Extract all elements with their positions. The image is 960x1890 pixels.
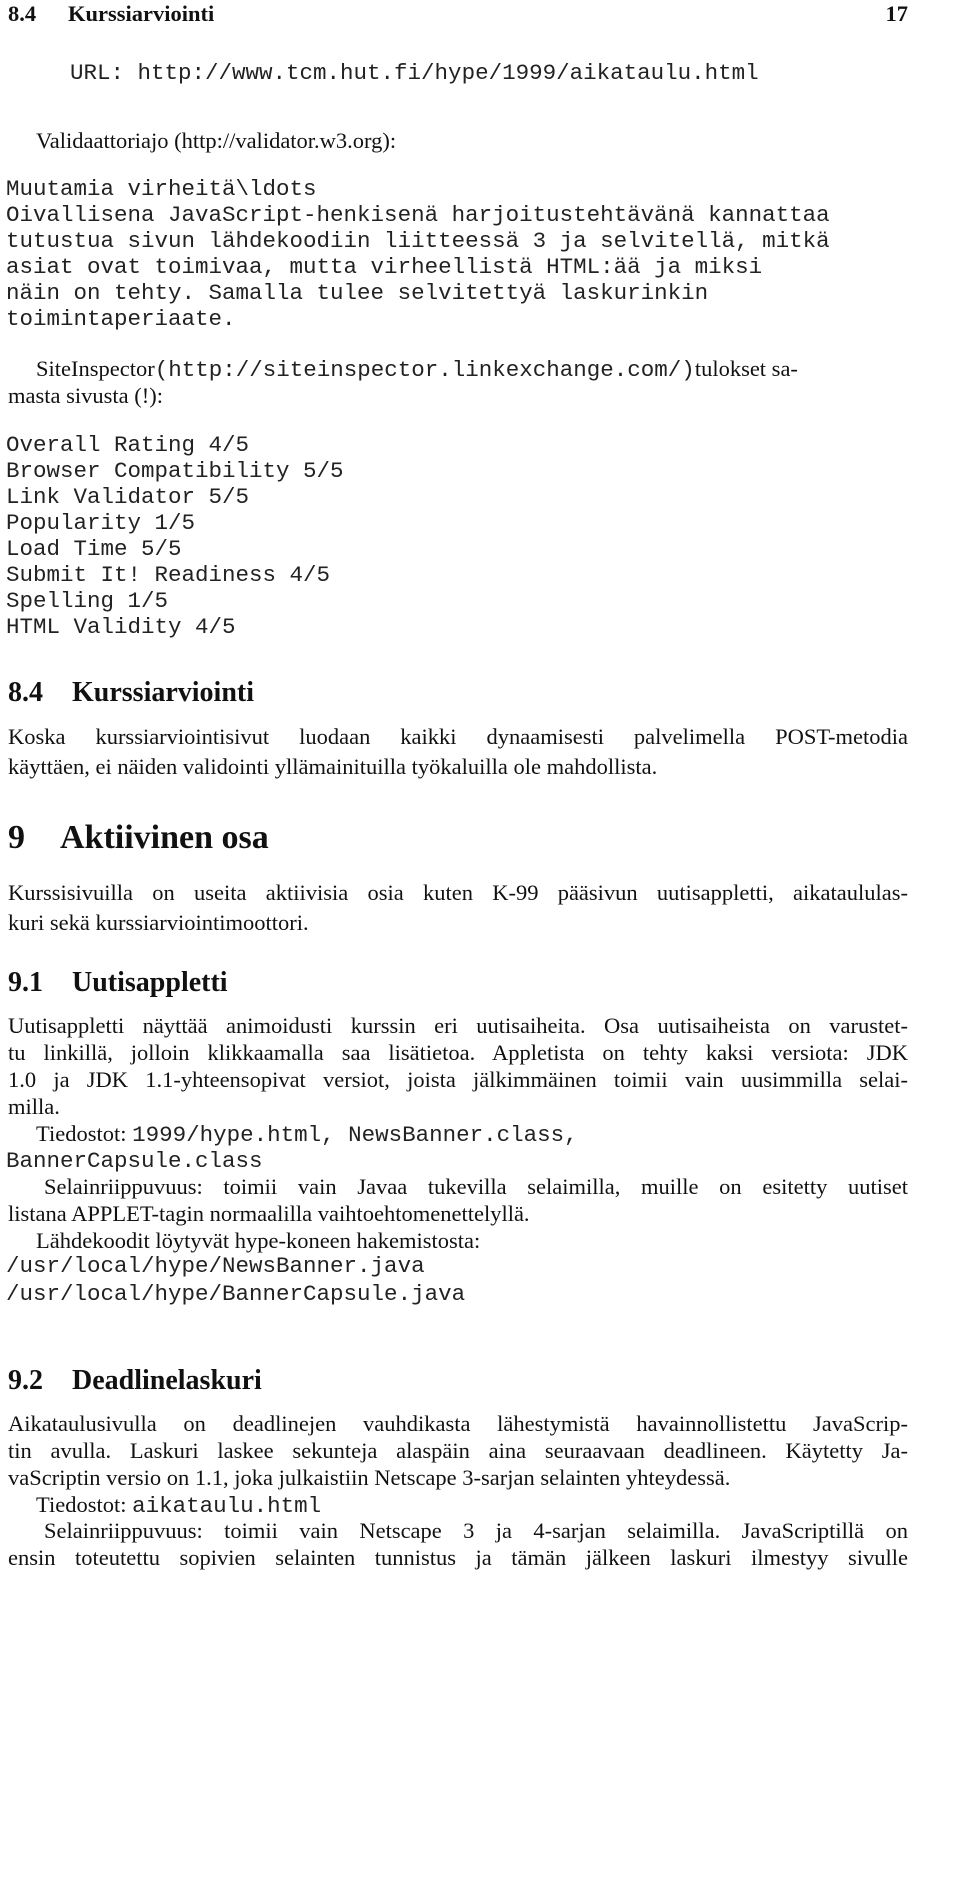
- validator-output-line: näin on tehty. Samalla tulee selvitettyä laskurinkin: [6, 280, 709, 306]
- rating-line: Submit It! Readiness 4/5: [6, 562, 331, 588]
- rating-line: Overall Rating 4/5: [6, 432, 250, 458]
- siteinspector-line: [36, 354, 908, 385]
- running-head: [8, 0, 908, 28]
- page-number: 17: [885, 1, 908, 26]
- files-label: Tiedostot:: [36, 1492, 127, 1517]
- section-title: Aktiivinen osa: [60, 819, 269, 856]
- section-number: 9: [8, 819, 25, 856]
- paragraph-line: Selainriippuvuus: toimii vain Javaa tukevilla selaimilla, muille on esitetty uutiset: [44, 1174, 908, 1199]
- source-path: /usr/local/hype/NewsBanner.java: [6, 1253, 425, 1279]
- paragraph-line: vaScriptin versio on 1.1, joka julkaistiin Netscape 3-sarjan selainten yhteydessä.: [8, 1465, 731, 1490]
- section-title: Uutisappletti: [72, 967, 228, 998]
- validator-output: [6, 176, 830, 332]
- paragraph-line: tin avulla. Laskuri laskee sekunteja alaspäin aina seuraavaan deadlineen. Käytetty Ja-: [8, 1438, 908, 1463]
- validator-label: Validaattoriajo (http://validator.w3.org):: [36, 128, 397, 153]
- section-9-2-body: [8, 1410, 908, 1491]
- validator-output-line: Muutamia virheitä\ldots: [6, 176, 317, 202]
- dependency-9-2: [8, 1517, 908, 1571]
- source-path: /usr/local/hype/BannerCapsule.java: [6, 1281, 466, 1307]
- paragraph-line: Aikataulusivulla on deadlinejen vauhdikasta lähestymistä havainnollistettu JavaScrip-: [8, 1411, 908, 1436]
- paragraph-line: ensin toteutettu sopivien selainten tunnistus ja tämän jälkeen laskuri ilmestyy sivulle: [8, 1545, 908, 1570]
- validator-output-line: Oivallisena JavaScript-henkisenä harjoitustehtävänä kannattaa: [6, 202, 830, 228]
- siteinspector-line-2: masta sivusta (!):: [8, 383, 163, 408]
- dependency-9-1: [8, 1173, 908, 1227]
- validator-output-line: tutustua sivun lähdekoodiin liitteessä 3 ja selvitellä, mitkä: [6, 228, 830, 254]
- rating-line: HTML Validity 4/5: [6, 614, 236, 640]
- files-value: 1999/hype.html, NewsBanner.class,: [132, 1122, 578, 1148]
- section-number: 9.2: [8, 1365, 43, 1396]
- section-number: 8.4: [8, 677, 43, 708]
- section-9-body: [8, 878, 908, 938]
- files-value: aikataulu.html: [132, 1493, 322, 1519]
- section-heading-9: [8, 818, 269, 858]
- section-8-4-body: [8, 722, 908, 782]
- ratings-list: [6, 432, 344, 640]
- paragraph-line: milla.: [8, 1094, 60, 1119]
- section-heading-9-1: [8, 966, 228, 1000]
- rating-line: Popularity 1/5: [6, 510, 196, 536]
- rating-line: Browser Compatibility 5/5: [6, 458, 344, 484]
- files-value-continued: BannerCapsule.class: [6, 1148, 263, 1174]
- section-title: Kurssiarviointi: [72, 677, 255, 708]
- paragraph-line: listana APPLET-tagin normaalilla vaihtoehtomenettelyllä.: [8, 1201, 530, 1226]
- running-head-title: Kurssiarviointi: [68, 1, 215, 26]
- siteinspector-url: (http://siteinspector.linkexchange.com/): [154, 357, 695, 383]
- paragraph-line: kuri sekä kurssiarviointimoottori.: [8, 910, 309, 935]
- paragraph-line: käyttäen, ei näiden validointi yllämainituilla työkaluilla ole mahdollista.: [8, 754, 658, 779]
- validator-output-line: toimintaperiaate.: [6, 306, 236, 332]
- section-number: 9.1: [8, 967, 43, 998]
- section-heading-8-4: [8, 676, 254, 710]
- paragraph-line: tu linkillä, jolloin klikkaamalla saa lisätietoa. Appletista on tehty kaksi versiota: JDK: [8, 1040, 908, 1065]
- paragraph-line: Kurssisivuilla on useita aktiivisia osia kuten K-99 pääsivun uutisappletti, aikataululas-: [8, 880, 908, 905]
- siteinspector-suffix: tulokset sa-: [694, 356, 798, 381]
- paragraph-line: Uutisappletti näyttää animoidusti kurssin eri uutisaiheita. Osa uutisaiheista on varustet-: [8, 1013, 908, 1038]
- paragraph-line: Selainriippuvuus: toimii vain Netscape 3 ja 4-sarjan selaimilla. JavaScriptillä on: [44, 1518, 908, 1543]
- section-title: Deadlinelaskuri: [72, 1365, 262, 1396]
- paragraph-line: Koska kurssiarviointisivut luodaan kaikki dynaamisesti palvelimella POST-metodia: [8, 724, 908, 749]
- rating-line: Link Validator 5/5: [6, 484, 250, 510]
- section-9-1-body: [8, 1012, 908, 1120]
- url-line: URL: http://www.tcm.hut.fi/hype/1999/aikataulu.html: [70, 60, 759, 86]
- rating-line: Load Time 5/5: [6, 536, 182, 562]
- files-label: Tiedostot:: [36, 1121, 127, 1146]
- validator-output-line: asiat ovat toimivaa, mutta virheellistä HTML:ää ja miksi: [6, 254, 763, 280]
- source-label: Lähdekoodit löytyvät hype-koneen hakemistosta:: [36, 1228, 481, 1253]
- siteinspector-prefix: SiteInspector: [36, 356, 155, 381]
- source-paths: [6, 1252, 465, 1308]
- running-head-number: 8.4: [8, 1, 37, 26]
- paragraph-line: 1.0 ja JDK 1.1-yhteensopivat versiot, joista jälkimmäinen toimii vain uusimmilla selai-: [8, 1067, 908, 1092]
- rating-line: Spelling 1/5: [6, 588, 169, 614]
- section-heading-9-2: [8, 1364, 262, 1398]
